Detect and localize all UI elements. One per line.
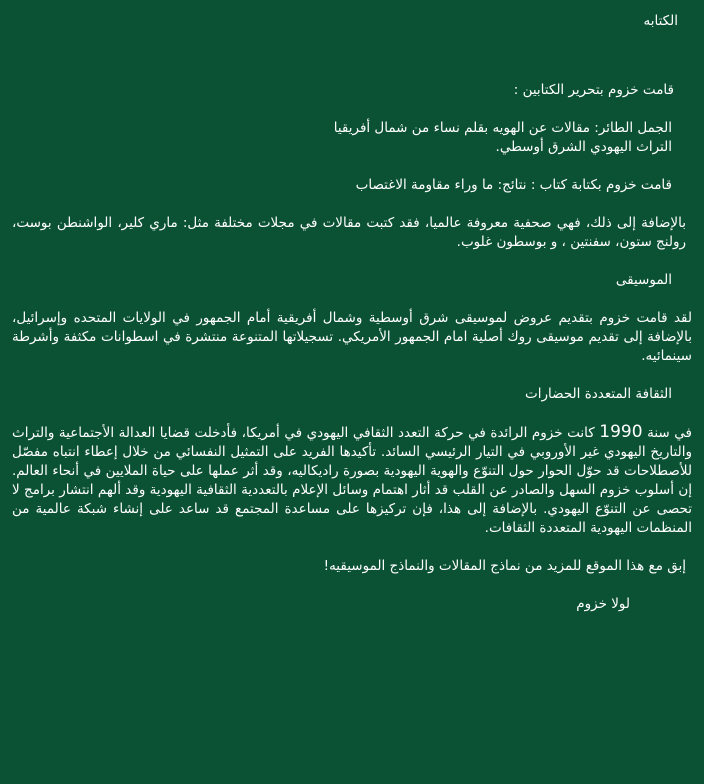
book-title-line-1: الجمل الطائر: مقالات عن الهويه بقلم نساء من شمال أفريقيا — [333, 120, 672, 136]
culture-heading: الثقافة المتعددة الحضارات — [525, 386, 672, 402]
stay-tuned-line: إبق مع هذا الموقع للمزيد من نماذج المقالات والنماذج الموسيقيه! — [323, 558, 686, 574]
music-heading: الموسيقى — [615, 272, 672, 288]
culture-text: كانت خزوم الرائدة في حركة التعدد الثقافي اليهودي في أمريكا، فأدخلت قضايا العدالة الأجتماعية والتراث والتاريخ اليهودي غير الأوروبي في التيار الرئيسي السائد. تأكيدها الفريد على التمثيل النفسائي من خلال إعطاء انتباه مفصّل للأصطلاحات قد حوّل الحوار حول التنوّع والهوية اليهودية بصورة راديكاليه، وقد أثر عملها على حياة الملايين في أنحاء العالم. إن أسلوب خزوم السهل والصادر عن القلب قد أثار اهتمام وسائل الإعلام بالتعددية الثقافية اليهودية وقد ألهم انتشار برامج لا تحصى عن التنوّع اليهودي. بالإضافة إلى هذا، فإن تركيزها على مساعدة المجتمع قد ساعد على إنشاء شبكة عالمية من المنظمات اليهودية المتعددة الثقافات. — [12, 425, 692, 536]
culture-prefix: في سنة — [642, 425, 692, 441]
signature: لولا خزوم — [576, 596, 630, 612]
music-paragraph: لقد قامت خزوم بتقديم عروض لموسيقى شرق أوسطية وشمال أفريقية أمام الجمهور في الولايات المتحده وإسرائيل، بالإضافة إلى تقديم موسيقى روك أصلية امام الجمهور الأمريكي. تسجيلاتها المتنوعة منتشرة في اسطوانات مكثفة وأشرطة سينمائيه. — [12, 310, 692, 364]
edited-books-intro: قامت خزوم بتحرير الكتابين : — [513, 82, 674, 98]
book-title-line-2: التراث اليهودي الشرق أوسطي. — [495, 139, 672, 155]
culture-paragraph — [12, 423, 692, 538]
articles-paragraph: بالإضافة إلى ذلك، فهي صحفية معروفة عالميا، فقد كتبت مقالات في مجلات مختلفة مثل: ماري كلير، الواشنطن بوست، رولنج ستون، سفنتين ، و بوسطون غلوب. — [12, 215, 686, 250]
wrote-book-line: قامت خزوم بكتابة كتاب : نتائج: ما وراء مقاومة الاغتصاب — [355, 177, 672, 193]
culture-year: 1990 — [599, 422, 643, 442]
writing-heading: الكتابه — [643, 13, 678, 29]
